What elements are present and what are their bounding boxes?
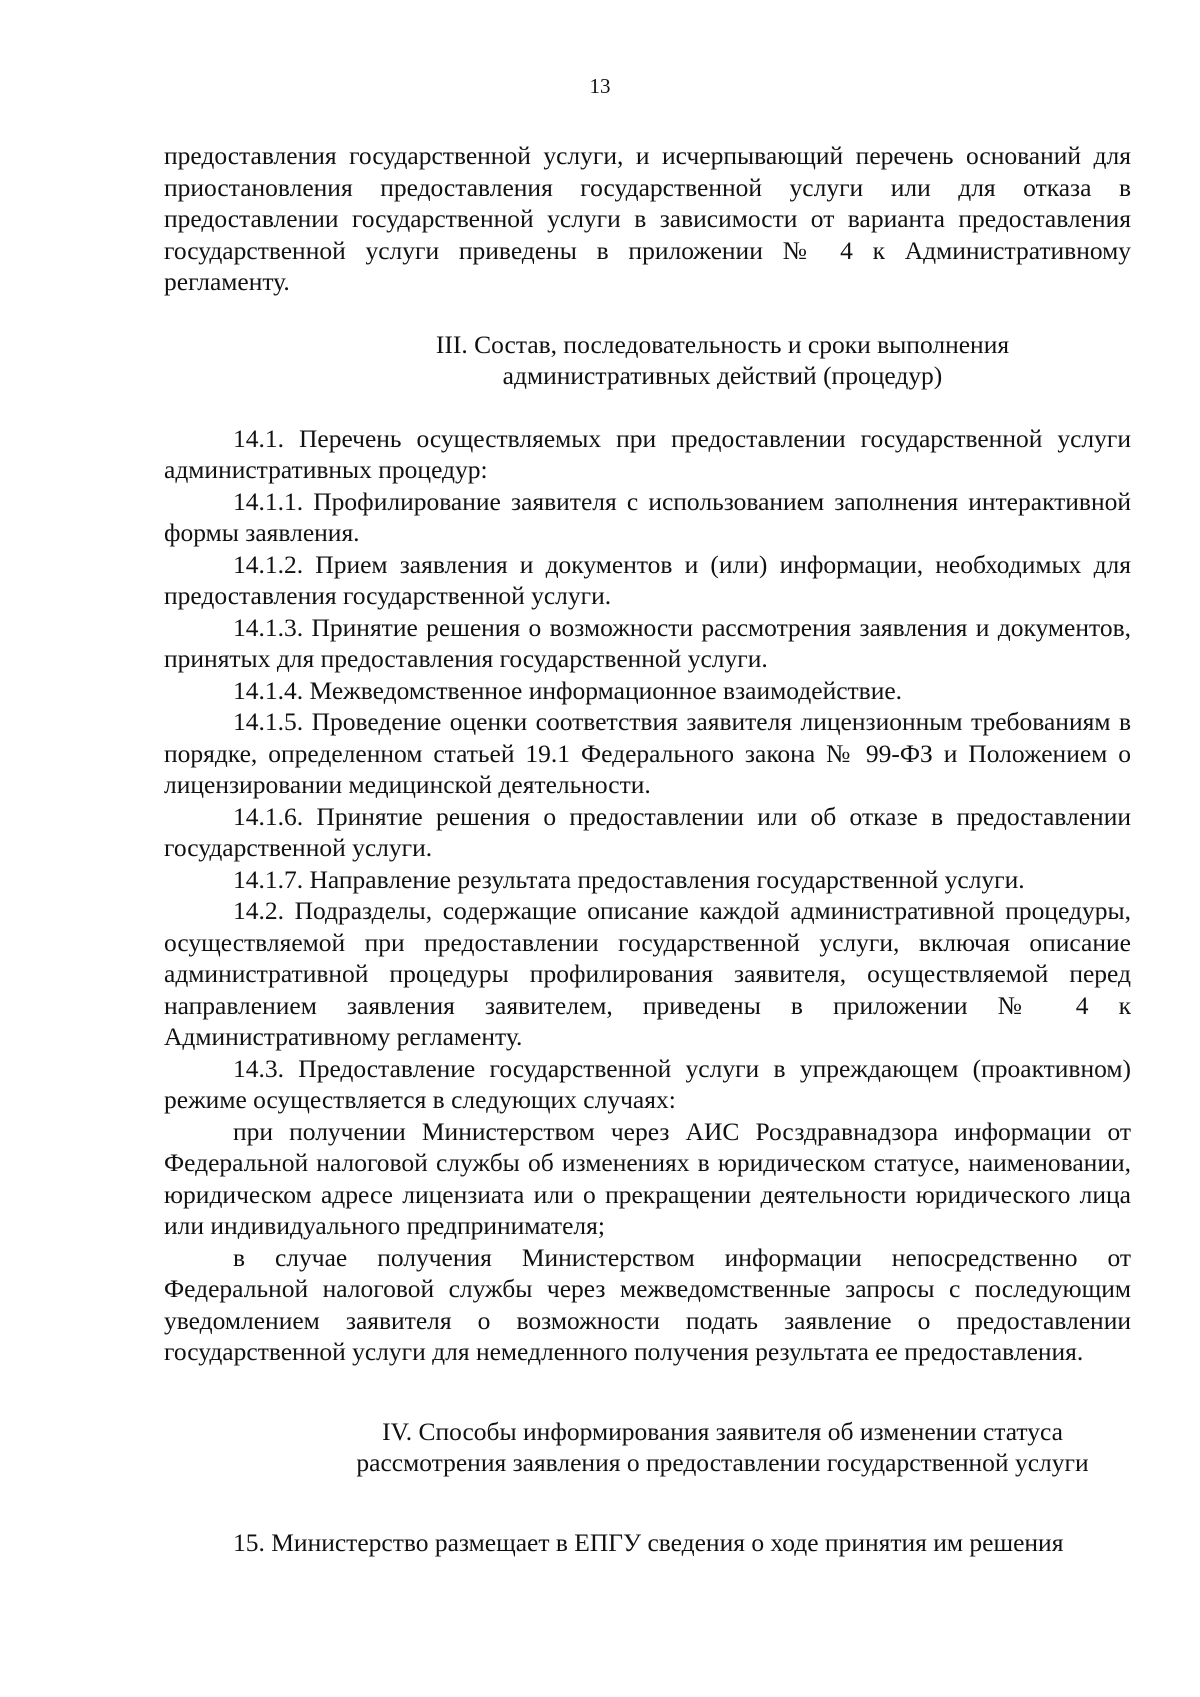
section-3-title-line-1: III. Состав, последовательность и сроки выполнения [435,329,1010,359]
paragraph-14-1: 14.1. Перечень осуществляемых при предоставлении государственной услуги административных процедур: [164,423,1131,484]
section-4-title-line-1: IV. Способы информирования заявителя об изменении статуса [382,1416,1063,1446]
paragraph-14-1-2: 14.1.2. Прием заявления и документов и (или) информации, необходимых для предоставления государственной услуги. [164,549,1131,610]
paragraph-15: 15. Министерство размещает в ЕПГУ сведения о ходе принятия им решения [233,1527,1064,1557]
section-4-title-line-2: рассмотрения заявления о предоставлении государственной услуги [356,1448,1089,1477]
paragraph-14-3-case-b: в случае получения Министерством информации непосредственно от Федеральной налоговой службы через межведомственные запросы с последующим уведомлением заявителя о возможности подать заявление о предоставлении государственной услуги для немедленного получения результата ее предоставления. [164,1242,1131,1366]
paragraph-14-3-case-a: при получении Министерством через АИС Росздравнадзора информации от Федеральной налоговой службы об изменениях в юридическом статусе, наименовании, юридическом адресе лицензиата или о прекращении деятельности юридического лица или индивидуального предпринимателя; [164,1116,1131,1240]
paragraph-14-1-1: 14.1.1. Профилирование заявителя с использованием заполнения интерактивной формы заявления. [164,486,1131,547]
section-4-heading [164,1416,1131,1479]
paragraph-14-1-4: 14.1.4. Межведомственное информационное взаимодействие. [233,675,903,705]
paragraph-14-1-7: 14.1.7. Направление результата предоставления государственной услуги. [233,864,1025,894]
opening-paragraph: предоставления государственной услуги, и исчерпывающий перечень оснований для приостановления предоставления государственной услуги или для отказа в предоставлении государственной услуги в зависимости от варианта предоставления государственной услуги приведены в приложении № 4 к Административному регламенту. [164,141,1131,296]
section-3-title-line-2: административных действий (процедур) [502,361,943,390]
paragraph-14-2: 14.2. Подразделы, содержащие описание каждой административной процедуры, осуществляемой при предоставлении государственной услуги, включая описание административной процедуры профилирования заявителя, осуществляемой перед направлением заявления заявителем, приведены в приложении № 4 к Административному регламенту. [164,896,1131,1051]
document-body [164,140,1131,1558]
section-3-heading [164,329,1131,392]
page-number: 13 [589,74,611,98]
paragraph-14-1-3: 14.1.3. Принятие решения о возможности рассмотрения заявления и документов, принятых для предоставления государственной услуги. [164,612,1131,673]
paragraph-14-1-6: 14.1.6. Принятие решения о предоставлении или об отказе в предоставлении государственной услуги. [164,801,1131,862]
paragraph-14-1-5: 14.1.5. Проведение оценки соответствия заявителя лицензионным требованиям в порядке, определенном статьей 19.1 Федерального закона № 99-ФЗ и Положением о лицензировании медицинской деятельности. [164,707,1131,799]
paragraph-14-3: 14.3. Предоставление государственной услуги в упреждающем (проактивном) режиме осуществляется в следующих случаях: [164,1053,1131,1114]
